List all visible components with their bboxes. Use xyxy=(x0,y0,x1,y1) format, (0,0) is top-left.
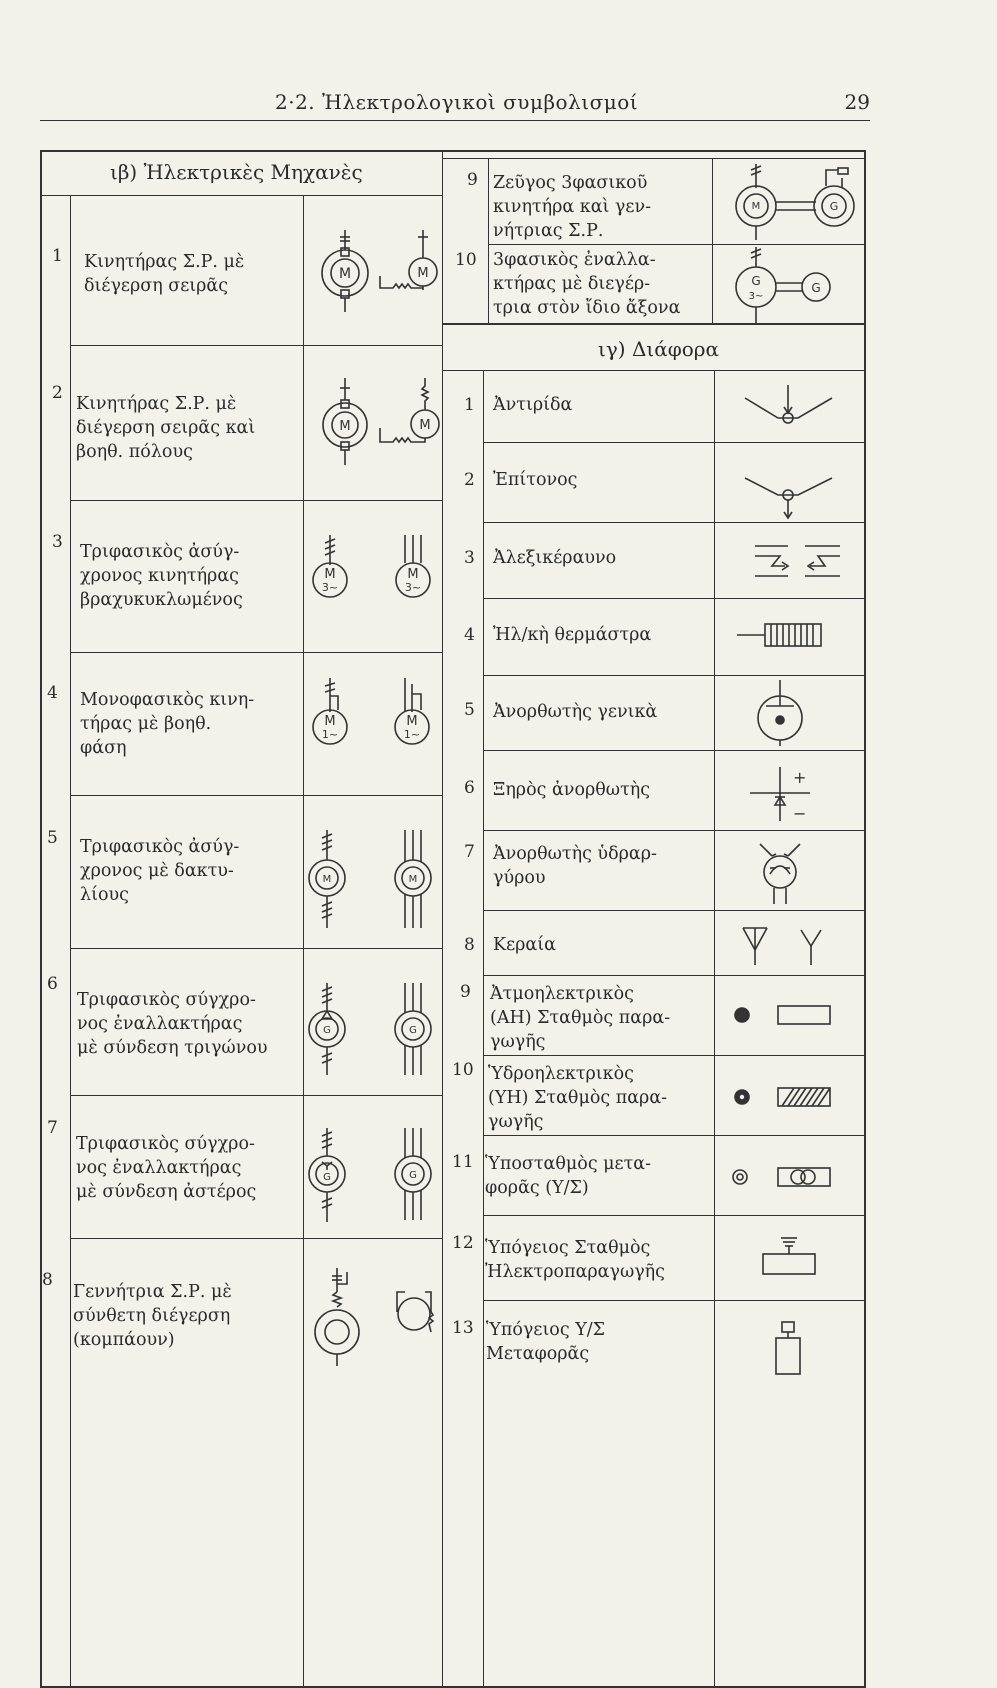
item-description: Ἠλ/κὴ θερμάστρα xyxy=(493,625,652,645)
svg-text:G: G xyxy=(409,1170,417,1181)
svg-text:M: M xyxy=(408,874,418,885)
svg-text:M: M xyxy=(417,266,429,281)
rectifier-general-symbol xyxy=(750,678,820,752)
section-title-misc: ιγ) Διάφορα xyxy=(598,337,720,361)
item-number: 2 xyxy=(52,383,63,403)
item-number: 8 xyxy=(42,1270,53,1290)
section-title-electric-machines: ιβ) Ἠλεκτρικὲς Μηχανὲς xyxy=(110,160,363,184)
svg-text:−: − xyxy=(793,804,807,823)
item-number: 7 xyxy=(47,1118,58,1138)
svg-text:M: M xyxy=(751,201,761,212)
svg-text:3~: 3~ xyxy=(748,291,764,302)
item-description: Τριφασικὸς ἀσύγ- χρονος μὲ δακτυ- λίους xyxy=(80,837,240,905)
item-number: 12 xyxy=(452,1233,474,1253)
transmission-substation-symbol xyxy=(728,1162,838,1196)
svg-text:3~: 3~ xyxy=(404,581,422,594)
svg-text:G: G xyxy=(829,200,839,213)
item-description: Ζεῦγος 3φασικοῦ κινητήρα καὶ γεν- νήτριας Σ.Ρ. xyxy=(493,173,652,241)
mercury-rectifier-symbol xyxy=(750,838,820,912)
item-number: 3 xyxy=(464,548,475,568)
alternator-exciter-symbol xyxy=(716,245,864,329)
svg-text:M: M xyxy=(406,714,418,729)
left-header-line xyxy=(40,195,442,196)
item-description: Ὑπόγειος Σταθμὸς Ἠλεκτροπαραγωγῆς xyxy=(485,1238,665,1282)
steam-power-station-symbol xyxy=(728,1000,838,1034)
item-description: Ἀνορθωτὴς γενικὰ xyxy=(493,702,658,722)
left-symbol-column-line xyxy=(303,195,304,1688)
item-description: Κεραία xyxy=(493,935,556,955)
electric-heater-symbol xyxy=(735,620,835,654)
item-description: Ἀτμοηλεκτρικὸς (ΑΗ) Σταθμὸς παρα- γωγῆς xyxy=(490,984,671,1052)
item-description: Μονοφασικὸς κινη- τήρας μὲ βοηθ. φάση xyxy=(80,690,255,758)
item-description: Κινητήρας Σ.Ρ. μὲ διέγερση σειρᾶς καὶ βοηθ. πόλους xyxy=(76,394,256,462)
item-description: Ἀνορθωτὴς ὑδραρ- γύρου xyxy=(493,844,657,888)
svg-text:G: G xyxy=(409,1025,417,1036)
hydro-power-station-symbol xyxy=(728,1082,838,1116)
underground-power-station-symbol xyxy=(755,1230,825,1294)
svg-text:3~: 3~ xyxy=(321,581,339,594)
single-phase-aux-motor-symbol xyxy=(305,672,440,776)
svg-text:G: G xyxy=(323,1172,331,1183)
item-description: Γεννήτρια Σ.Ρ. μὲ σύνθετη διέγερση (κομπάουν) xyxy=(73,1282,232,1350)
item-number: 2 xyxy=(464,470,475,490)
item-number: 1 xyxy=(464,395,475,415)
page-header xyxy=(40,86,870,121)
svg-text:M: M xyxy=(338,266,352,282)
item-description: Τριφασικὸς σύγχρο- νος ἐναλλακτήρας μὲ σύνδεση τριγώνου xyxy=(77,990,268,1058)
item-description: Ἀντιρίδα xyxy=(493,395,573,415)
item-number: 10 xyxy=(455,250,477,270)
item-number: 9 xyxy=(467,170,478,190)
svg-text:G: G xyxy=(323,1025,331,1036)
item-number: 13 xyxy=(452,1318,474,1338)
item-number: 4 xyxy=(464,625,475,645)
item-number: 6 xyxy=(47,974,58,994)
item-description: Ὑποσταθμὸς μετα- φορᾶς (Υ/Σ) xyxy=(485,1154,652,1198)
left-num-column-line xyxy=(70,195,71,1688)
svg-text:G: G xyxy=(811,281,821,295)
three-phase-alternator-star-symbol xyxy=(305,1120,440,1234)
dc-compound-generator-symbol xyxy=(305,1262,440,1376)
svg-text:M: M xyxy=(324,567,336,582)
item-description: Τριφασικὸς σύγχρο- νος ἐναλλακτήρας μὲ σύνδεση ἀστέρος xyxy=(76,1134,257,1202)
dry-rectifier-symbol xyxy=(745,765,825,829)
item-number: 1 xyxy=(52,246,63,266)
svg-text:M: M xyxy=(407,567,419,582)
guy-strut-symbol xyxy=(740,380,840,439)
antenna-symbol xyxy=(735,920,835,974)
dc-series-motor-symbol xyxy=(305,220,440,324)
item-number: 5 xyxy=(464,700,475,720)
dc-series-motor-interpole-symbol xyxy=(305,370,440,479)
page-title: 2·2. Ἠλεκτρολογικοὶ συμβολισμοί xyxy=(275,90,639,114)
underground-substation-symbol xyxy=(770,1318,810,1382)
item-number: 7 xyxy=(464,842,475,862)
center-divider xyxy=(442,150,443,1688)
svg-text:G: G xyxy=(751,274,761,288)
motor-generator-set-symbol xyxy=(716,160,864,249)
item-description: Ἐπίτονος xyxy=(493,470,578,490)
item-description: Ἀλεξικέραυνο xyxy=(493,548,617,568)
item-number: 11 xyxy=(452,1152,474,1172)
svg-text:1~: 1~ xyxy=(403,728,421,741)
svg-text:M: M xyxy=(419,418,431,433)
svg-text:+: + xyxy=(793,768,807,787)
item-number: 5 xyxy=(47,828,58,848)
item-description: 3φασικὸς ἐναλλα- κτήρας μὲ διεγέρ- τρια στὸν ἴδιο ἄξονα xyxy=(493,250,681,318)
item-description: Κινητήρας Σ.Ρ. μὲ διέγερση σειρᾶς xyxy=(84,252,245,296)
item-number: 9 xyxy=(460,982,471,1002)
three-phase-slip-ring-symbol xyxy=(305,822,440,941)
item-description: Τριφασικὸς ἀσύγ- χρονος κινητήρας βραχυκυκλωμένος xyxy=(80,542,243,610)
svg-text:M: M xyxy=(324,714,336,729)
lightning-arrester-symbol xyxy=(750,540,850,589)
item-number: 6 xyxy=(464,778,475,798)
svg-text:M: M xyxy=(339,419,351,434)
item-description: Ὑδροηλεκτρικὸς (ΥΗ) Σταθμὸς παρα- γωγῆς xyxy=(488,1064,668,1132)
svg-text:M: M xyxy=(322,874,332,885)
svg-text:1~: 1~ xyxy=(321,728,339,741)
item-number: 3 xyxy=(52,532,63,552)
three-phase-squirrel-cage-symbol xyxy=(305,525,440,624)
page-number: 29 xyxy=(844,90,870,114)
item-description: Ὑπόγειος Υ/Σ Μεταφορᾶς xyxy=(486,1320,606,1364)
guy-wire-symbol xyxy=(740,460,840,524)
item-number: 8 xyxy=(464,935,475,955)
item-description: Ξηρὸς ἀνορθωτὴς xyxy=(493,780,651,800)
item-number: 4 xyxy=(47,683,58,703)
three-phase-alternator-delta-symbol xyxy=(305,975,440,1089)
item-number: 10 xyxy=(452,1060,474,1080)
